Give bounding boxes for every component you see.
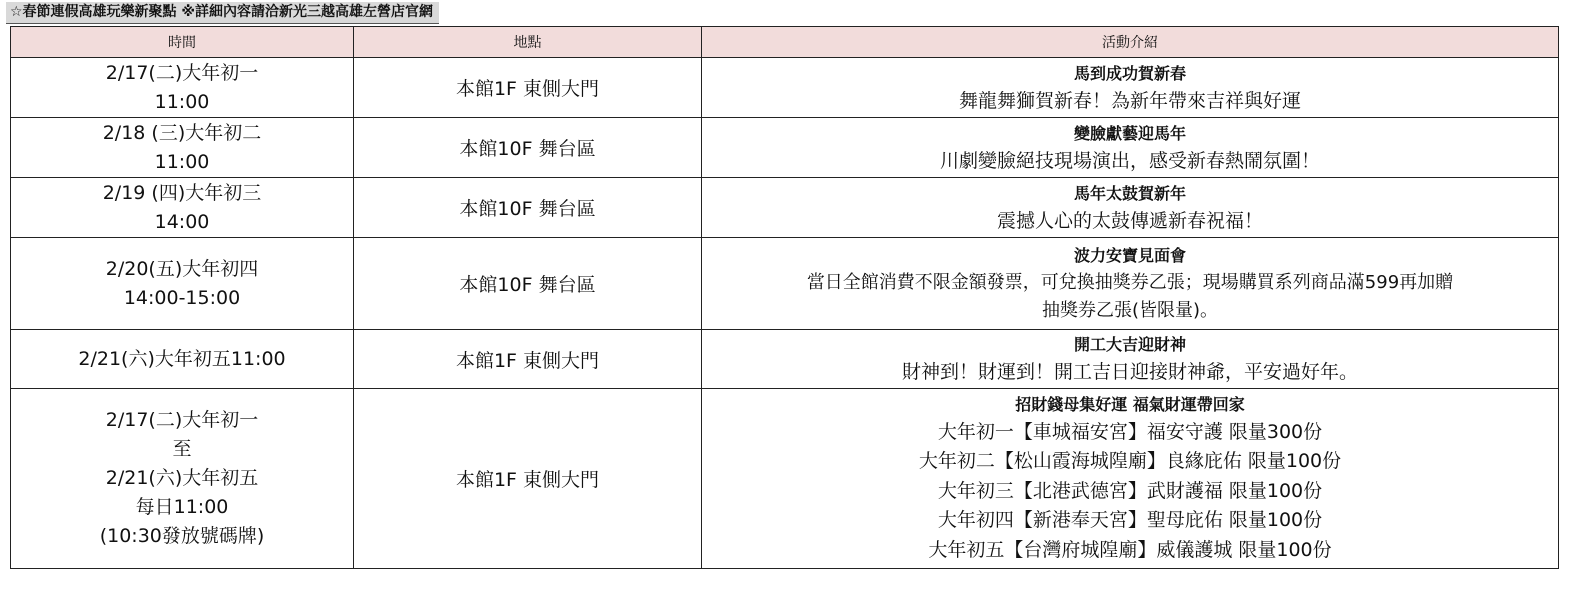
activity-title: 馬年太鼓賀新年 [1073,183,1186,203]
activity-title: 開工大吉迎財神 [1073,335,1186,354]
table-row [11,58,1559,118]
table-row [11,389,1559,569]
time-cell [11,178,354,238]
time-line: 11:00 [154,90,210,113]
activity-desc: 大年初四【新港奉天宮】聖母庇佑 限量100份 [937,509,1323,532]
activity-title: 招財錢母集好運 福氣財運帶回家 [1015,394,1245,414]
time-line: 2/21(六)大年初五 [105,467,259,489]
time-line: 2/19 (四)大年初三 [102,181,262,204]
table-header-row [11,27,1559,58]
place-cell: 本館1F 東側大門 [354,58,702,118]
activity-desc: 大年初五【台灣府城隍廟】威儀護城 限量100份 [928,538,1332,561]
activity-desc: 震撼人心的太鼓傳遞新春祝福！ [996,209,1263,232]
table-row [11,330,1559,389]
activity-desc: 大年初三【北港武德宮】武財護福 限量100份 [937,479,1323,502]
place-cell: 本館1F 東側大門 [354,389,702,569]
time-line: 至 [172,438,192,460]
time-line: 14:00 [154,210,210,233]
time-line: 11:00 [154,150,210,173]
activity-cell [702,58,1559,118]
time-line: 每日11:00 [135,496,229,518]
header-time: 時間 [11,27,354,58]
time-line: 2/21(六)大年初五11:00 [78,347,286,370]
activity-cell [702,118,1559,178]
header-place: 地點 [354,27,702,58]
activity-desc: 大年初二【松山霞海城隍廟】良緣庇佑 限量100份 [918,450,1342,473]
time-line: 2/20(五)大年初四 [105,257,259,280]
table-row [11,238,1559,330]
activity-desc: 川劇變臉絕技現場演出，感受新春熱鬧氛圍！ [939,149,1320,172]
time-cell [11,238,354,330]
activity-title: 變臉獻藝迎馬年 [1073,123,1186,143]
table-row [11,118,1559,178]
activity-cell [702,178,1559,238]
event-schedule-table [10,26,1559,569]
time-line: 14:00-15:00 [123,286,241,309]
time-cell [11,58,354,118]
time-line: 2/18 (三)大年初二 [102,121,262,144]
activity-cell [702,389,1559,569]
place-cell: 本館1F 東側大門 [354,330,702,389]
activity-title: 馬到成功賀新春 [1073,63,1186,83]
time-cell [11,330,354,389]
time-line: 2/17(二)大年初一 [105,61,259,84]
table-row [11,178,1559,238]
activity-desc: 抽獎券乙張(皆限量)。 [1041,299,1219,321]
activity-desc: 當日全館消費不限金額發票，可兌換抽獎券乙張；現場購買系列商品滿599再加贈 [806,271,1454,293]
time-cell [11,389,354,569]
activity-desc: 舞龍舞獅賀新春！為新年帶來吉祥與好運 [958,89,1301,112]
activity-desc: 財神到！財運到！開工吉日迎接財神爺，平安過好年。 [901,361,1358,383]
activity-desc: 大年初一【車城福安宮】福安守護 限量300份 [937,420,1323,443]
activity-title: 波力安寶見面會 [1073,245,1186,265]
place-cell: 本館10F 舞台區 [354,238,702,330]
page-title: ☆春節連假高雄玩樂新聚點 ※詳細內容請洽新光三越高雄左營店官網 [6,2,439,24]
place-cell: 本館10F 舞台區 [354,118,702,178]
activity-cell [702,238,1559,330]
header-activity: 活動介紹 [702,27,1559,58]
activity-cell [702,330,1559,389]
time-line: (10:30發放號碼牌) [99,525,265,547]
time-line: 2/17(二)大年初一 [105,409,259,431]
time-cell [11,118,354,178]
place-cell: 本館10F 舞台區 [354,178,702,238]
